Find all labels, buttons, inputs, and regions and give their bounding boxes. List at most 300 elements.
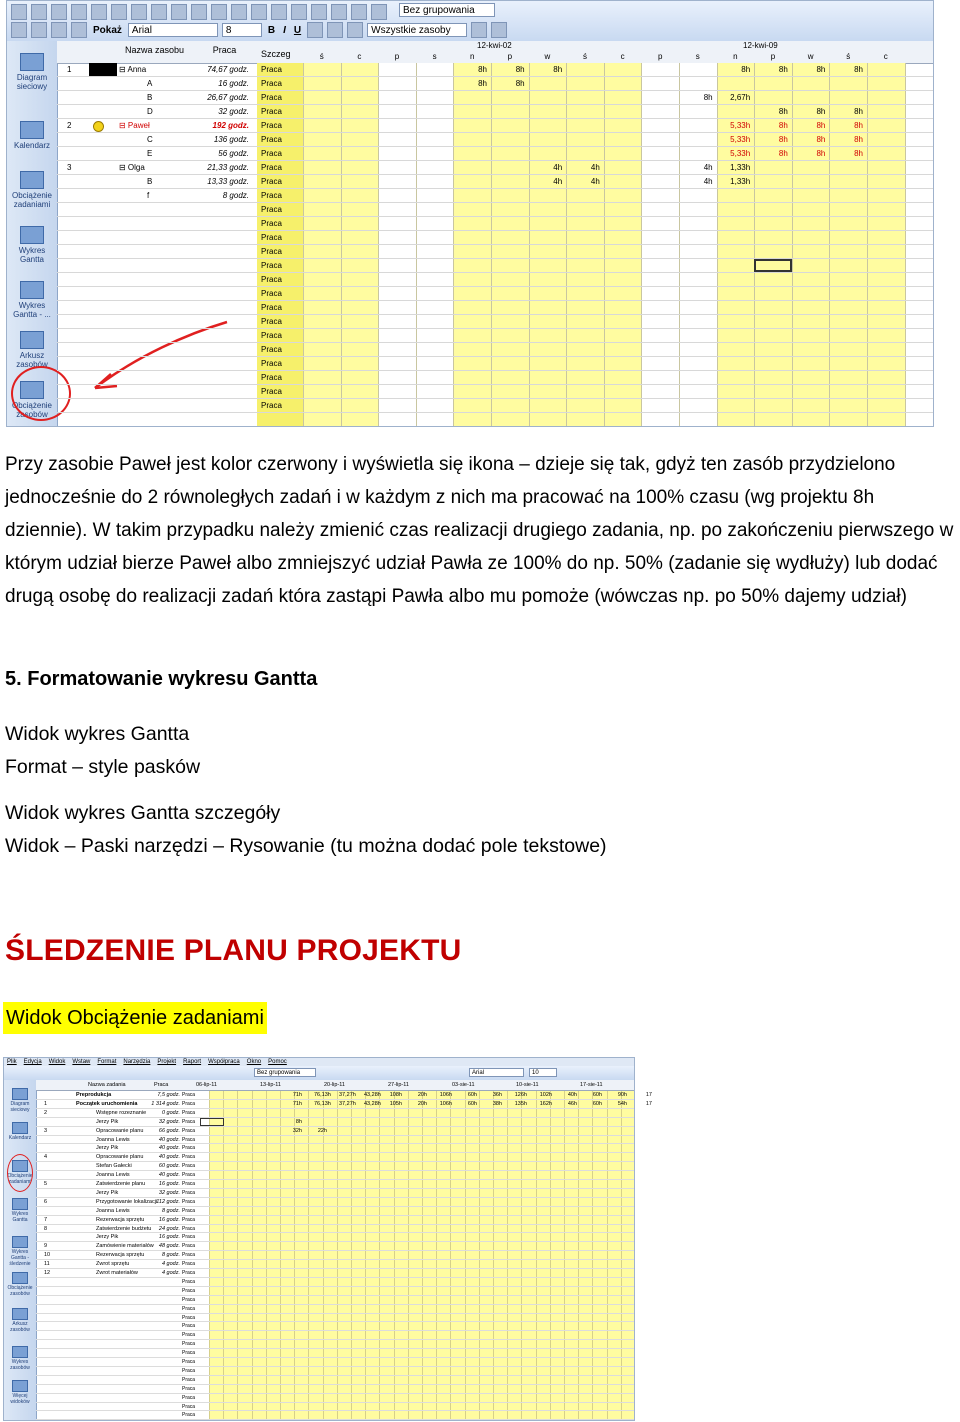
work-cell: 1,33h — [730, 163, 751, 172]
row-id: 12 — [44, 1270, 51, 1276]
detail-label: Praca — [261, 205, 282, 214]
work-cell: 5,33h — [730, 149, 751, 158]
work-cell: 4h — [590, 177, 600, 186]
detail-label: Praca — [182, 1305, 196, 1312]
day-label: n — [469, 52, 475, 61]
main-heading: ŚLEDZENIE PLANU PROJEKTU — [5, 934, 462, 967]
link-icon[interactable] — [251, 4, 267, 20]
task-row — [36, 1136, 634, 1145]
work-cell: 40h — [567, 1092, 577, 1098]
task-name: Joanna Lewis — [96, 1136, 130, 1143]
detail-label: Praca — [261, 317, 282, 326]
detail-label: Praca — [261, 79, 282, 88]
task-name: Rezerwacja sprzętu — [96, 1252, 145, 1259]
task-row — [36, 1233, 634, 1242]
work-cell: 8h — [703, 93, 713, 102]
task-name: Zwrot materiałów — [96, 1270, 138, 1276]
preview-icon[interactable] — [91, 4, 107, 20]
row-line — [36, 1366, 634, 1367]
row-line — [36, 1304, 634, 1305]
menu-item[interactable]: Projekt — [157, 1059, 177, 1065]
task-work: 60 godz. — [158, 1163, 180, 1170]
resource-name: f — [147, 191, 150, 200]
detail-label: Praca — [182, 1261, 196, 1268]
week-label: 12-kwi-09 — [743, 41, 778, 50]
grid-header — [57, 41, 933, 64]
detail-label: Praca — [182, 1234, 196, 1241]
view-bar-item[interactable] — [5, 1272, 35, 1297]
detail-label: Praca — [261, 345, 282, 354]
work-cell: 32h — [292, 1127, 302, 1134]
work-cell: 4h — [590, 163, 600, 172]
view-bar-item[interactable] — [5, 1198, 35, 1223]
view-bar-label: Wykres Gantta — [11, 1211, 29, 1223]
task-row — [36, 1198, 634, 1207]
task-name: Początek uruchomienia — [76, 1100, 138, 1107]
day-label: p — [657, 52, 663, 61]
work-cell: 8h — [854, 65, 863, 74]
filter-select[interactable]: Wszystkie zasoby — [367, 23, 467, 37]
row-line — [36, 1348, 634, 1349]
work-cell: 8h — [816, 65, 826, 74]
view-bar-item[interactable] — [5, 1380, 35, 1405]
detail-label: Praca — [182, 1225, 196, 1232]
row-id: 11 — [44, 1261, 50, 1268]
row-line — [36, 1321, 634, 1322]
day-label: p — [770, 52, 776, 61]
detail-label: Praca — [182, 1359, 196, 1365]
view-bar-label: Arkusz zasobów — [10, 1321, 30, 1333]
work-cell: 8h — [854, 121, 863, 130]
view-bar-item[interactable] — [5, 1236, 35, 1267]
work-cell: 8h — [295, 1118, 302, 1125]
view-icon — [20, 53, 44, 71]
work-cell: 108h — [389, 1092, 402, 1098]
gantt-wizard-icon[interactable] — [491, 22, 507, 38]
day-label: s — [695, 52, 700, 61]
task-row — [36, 1207, 634, 1216]
view-bar-item[interactable] — [9, 281, 55, 319]
resource-work: 192 godz. — [212, 121, 249, 130]
view-bar-label: Arkusz zasobów — [16, 351, 48, 369]
resource-usage-screenshot — [6, 0, 934, 427]
task-work: 40 godz. — [158, 1154, 180, 1161]
detail-label: Praca — [261, 401, 282, 410]
work-cell: 43,28h — [364, 1092, 381, 1098]
day-label: ś — [319, 52, 324, 61]
task-row — [36, 1180, 634, 1189]
detail-label: Praca — [261, 373, 282, 382]
detail-label: Praca — [182, 1350, 196, 1357]
menu-item[interactable]: Plik — [7, 1059, 17, 1065]
day-label: w — [544, 52, 551, 61]
font-size-select[interactable]: 10 — [529, 1068, 557, 1077]
detail-label: Praca — [182, 1181, 196, 1187]
task-name: Jerzy Pik — [96, 1234, 119, 1241]
detail-label: Praca — [261, 65, 282, 74]
font-name-select[interactable]: Arial — [469, 1068, 524, 1077]
cut-icon[interactable] — [131, 4, 147, 20]
work-cell: 20h — [417, 1100, 427, 1107]
resource-work: 8 godz. — [222, 191, 249, 200]
task-work: 40 godz. — [158, 1172, 180, 1179]
menu-item[interactable]: Narzędzia — [123, 1059, 151, 1065]
row-id: 7 — [44, 1216, 48, 1223]
task-row — [36, 1109, 634, 1118]
resource-work: 32 godz. — [218, 107, 249, 116]
task-work: 32 godz. — [158, 1118, 180, 1125]
plus-icon[interactable] — [51, 22, 67, 38]
resource-name: B — [147, 177, 153, 186]
assign-resources-icon[interactable] — [331, 4, 347, 20]
resource-work: 74,67 godz. — [207, 65, 249, 74]
detail-label: Praca — [182, 1270, 196, 1276]
work-cell: 1,33h — [730, 177, 751, 186]
work-cell: 37,27h — [339, 1092, 356, 1098]
view-icon — [12, 1122, 28, 1134]
task-row — [36, 1225, 634, 1234]
work-cell: 4h — [703, 163, 713, 172]
active-cell — [200, 1118, 224, 1126]
week-label: 03-sie-11 — [452, 1082, 475, 1088]
work-cell: 162h — [539, 1100, 552, 1107]
detail-label: Praca — [182, 1332, 196, 1339]
work-cell: 5,33h — [730, 135, 751, 144]
work-cell: 71h — [292, 1100, 302, 1107]
row-line — [57, 342, 933, 343]
menu-item[interactable]: Współpraca — [208, 1059, 240, 1065]
print-icon[interactable] — [71, 4, 87, 20]
task-row — [36, 1251, 634, 1260]
task-work: 4 godz. — [161, 1270, 180, 1276]
task-row — [36, 1162, 634, 1171]
task-name: Wstępne rozeznanie — [96, 1109, 147, 1116]
day-label: s — [432, 52, 437, 61]
task-row — [36, 1269, 634, 1278]
task-work: 1 314 godz. — [151, 1100, 180, 1107]
row-line — [57, 272, 933, 273]
work-cell: 54h — [617, 1100, 627, 1107]
detail-label: Praca — [182, 1163, 196, 1170]
row-line — [57, 314, 933, 315]
align-left-icon[interactable] — [307, 22, 323, 38]
undo-icon[interactable] — [211, 4, 227, 20]
unlink-icon[interactable] — [271, 4, 287, 20]
task-name: Joanna Lewis — [96, 1207, 130, 1214]
view-bar-label: Wykres Gantta — [18, 246, 46, 264]
menu-item[interactable]: Edycja — [23, 1059, 42, 1065]
work-cell: 60h — [467, 1092, 477, 1098]
copy-icon[interactable] — [151, 4, 167, 20]
view-bar-label: Obciążenie zasobów — [7, 1285, 33, 1297]
day-label: c — [883, 52, 888, 61]
toolbar — [7, 1, 933, 42]
view-bar-label: Wykres Gantta - śledzenie — [9, 1249, 31, 1267]
column-header-details: Szczeg — [261, 49, 291, 59]
task-work: 0 godz. — [161, 1109, 180, 1116]
toolbar — [4, 1066, 634, 1081]
view-bar-item[interactable] — [5, 1088, 35, 1113]
new-icon[interactable] — [11, 4, 27, 20]
group-by-select[interactable]: Bez grupowania — [399, 3, 495, 17]
day-label: w — [807, 52, 814, 61]
view-bar-item[interactable] — [5, 1122, 35, 1141]
resource-name: E — [147, 149, 153, 158]
font-size-select[interactable]: 8 — [222, 23, 262, 37]
split-icon[interactable] — [351, 4, 367, 20]
task-name: Zatwierdzenie planu — [96, 1181, 146, 1187]
task-row — [36, 1189, 634, 1198]
work-cell: 8h — [778, 135, 788, 144]
work-cell: 8h — [816, 135, 826, 144]
task-name: Jerzy Pik — [96, 1189, 119, 1196]
view-bar-item[interactable] — [9, 53, 55, 91]
row-line — [57, 398, 933, 399]
paste-icon[interactable] — [171, 4, 187, 20]
menu-bar — [4, 1058, 634, 1066]
work-cell: 90h — [617, 1092, 627, 1098]
view-bar-item[interactable] — [5, 1308, 35, 1333]
task-name: Opracowanie planu — [96, 1127, 144, 1134]
toolbar-row-formatting — [11, 21, 507, 39]
detail-label: Praca — [261, 331, 282, 340]
detail-label: Praca — [261, 93, 282, 102]
detail-label: Praca — [261, 261, 282, 270]
row-line — [57, 258, 933, 259]
resource-name: ⊟ Paweł — [119, 121, 150, 130]
work-cell: 76,13h — [314, 1092, 331, 1098]
detail-label: Praca — [261, 177, 282, 186]
column-header-name: Nazwa zadania — [88, 1082, 126, 1088]
section-heading: 5. Formatowanie wykresu Gantta — [5, 668, 318, 690]
view-icon — [20, 121, 44, 139]
publish-icon[interactable] — [371, 4, 387, 20]
row-line — [36, 1393, 634, 1394]
show-button[interactable]: Pokaż — [93, 24, 122, 36]
view-bar-item[interactable] — [5, 1346, 35, 1371]
row-line — [57, 174, 933, 175]
view-bar-item[interactable] — [9, 331, 55, 369]
work-cell: 4h — [703, 177, 713, 186]
detail-label: Praca — [182, 1127, 196, 1134]
work-cell: 8h — [515, 65, 525, 74]
task-info-icon[interactable] — [291, 4, 307, 20]
detail-label: Praca — [261, 135, 282, 144]
work-cell: 135h — [514, 1100, 527, 1107]
row-line — [57, 230, 933, 231]
resource-work: 21,33 godz. — [207, 163, 249, 172]
day-label: p — [394, 52, 400, 61]
toolbar-row-standard — [11, 3, 387, 21]
task-row — [36, 1127, 634, 1136]
column-header-name: Nazwa zasobu — [124, 45, 185, 55]
detail-label: Praca — [182, 1278, 196, 1285]
day-label: p — [507, 52, 513, 61]
column-header-work: Praca — [154, 1082, 169, 1088]
view-icon — [20, 331, 44, 349]
underline-button[interactable]: U — [293, 24, 302, 36]
detail-label: Praca — [182, 1403, 196, 1410]
group-by-select[interactable]: Bez grupowania — [254, 1068, 316, 1077]
resource-name: B — [147, 93, 153, 102]
detail-label: Praca — [261, 359, 282, 368]
menu-item[interactable]: Wstaw — [72, 1059, 91, 1065]
task-work: 48 godz. — [158, 1243, 180, 1250]
task-work: 32 godz. — [158, 1189, 180, 1196]
detail-label: Praca — [182, 1216, 196, 1223]
view-bar-label: Wykres Gantta - ... — [13, 301, 51, 319]
work-cell: 4h — [553, 163, 563, 172]
arrow-right-icon[interactable] — [31, 22, 47, 38]
work-cell: 8h — [816, 107, 826, 116]
week-label: 17-sie-11 — [580, 1082, 603, 1088]
work-cell: 106h — [439, 1100, 452, 1107]
italic-button[interactable]: I — [283, 24, 286, 36]
resource-usage-grid — [57, 41, 933, 426]
spelling-icon[interactable] — [111, 4, 127, 20]
view-bar-label: Wykres zasobów — [10, 1359, 30, 1371]
detail-label: Praca — [261, 191, 282, 200]
align-right-icon[interactable] — [347, 22, 363, 38]
task-name: Przygotowanie lokalizacji — [96, 1198, 158, 1205]
detail-label: Praca — [182, 1136, 196, 1143]
work-cell: 60h — [467, 1100, 477, 1107]
arrow-left-icon[interactable] — [11, 22, 27, 38]
detail-label: Praca — [182, 1385, 196, 1392]
view-icon — [20, 281, 44, 299]
view-icon — [12, 1380, 28, 1392]
detail-label: Praca — [182, 1314, 196, 1321]
resource-name: ⊟ Anna — [119, 65, 147, 74]
task-name: Zatwierdzenie budżetu — [96, 1225, 152, 1232]
detail-label: Praca — [182, 1145, 196, 1152]
menu-item[interactable]: Widok — [48, 1059, 66, 1065]
detail-label: Praca — [182, 1412, 196, 1419]
row-line — [36, 1295, 634, 1296]
menu-item[interactable]: Pomoc — [268, 1059, 287, 1065]
resource-work: 136 godz. — [213, 135, 249, 144]
bold-button[interactable]: B — [267, 24, 276, 36]
detail-label: Praca — [261, 387, 282, 396]
row-line — [57, 412, 933, 413]
task-work: 40 godz. — [158, 1136, 180, 1143]
detail-label: Praca — [182, 1154, 196, 1161]
work-cell: 8h — [816, 121, 826, 130]
view-bar-item[interactable] — [9, 171, 55, 209]
task-work: 8 godz. — [161, 1207, 180, 1214]
work-cell: 8h — [778, 121, 788, 130]
task-row — [36, 1118, 634, 1127]
detail-label: Praca — [182, 1367, 196, 1374]
resource-name: A — [147, 79, 153, 88]
menu-item[interactable]: Format — [97, 1059, 117, 1065]
day-label: ś — [846, 52, 851, 61]
detail-label: Praca — [261, 289, 282, 298]
detail-label: Praca — [182, 1118, 196, 1125]
view-bar-item[interactable] — [9, 121, 55, 150]
work-cell: 43,28h — [364, 1100, 381, 1107]
detail-label: Praca — [182, 1287, 196, 1294]
view-icon — [12, 1088, 28, 1100]
detail-label: Praca — [261, 121, 282, 130]
view-bar-label: Obciążenie zadaniami — [11, 191, 53, 209]
row-line — [57, 300, 933, 301]
work-cell: 8h — [854, 107, 863, 116]
notes-icon[interactable] — [311, 4, 327, 20]
detail-label: Praca — [182, 1172, 196, 1179]
text-line-2: Format – style pasków — [5, 756, 201, 778]
autofilter-icon[interactable] — [471, 22, 487, 38]
text-line-1: Widok wykres Gantta — [5, 723, 190, 745]
save-icon[interactable] — [51, 4, 67, 20]
work-cell: 60h — [592, 1092, 602, 1098]
resource-work: 13,33 godz. — [207, 177, 249, 186]
row-id: 1 — [44, 1100, 48, 1107]
task-usage-screenshot — [3, 1057, 652, 1421]
row-line — [57, 216, 933, 217]
minus-icon[interactable] — [71, 22, 87, 38]
work-cell: 2,67h — [730, 93, 751, 102]
format-painter-icon[interactable] — [191, 4, 207, 20]
row-id: 2 — [44, 1109, 48, 1116]
work-cell: 20h — [417, 1092, 427, 1098]
view-bar-item[interactable] — [9, 226, 55, 264]
view-icon — [12, 1198, 28, 1210]
work-cell: 8h — [515, 79, 525, 88]
day-label: c — [357, 52, 362, 61]
detail-label: Praca — [182, 1243, 196, 1250]
row-line — [36, 1330, 634, 1331]
column-header-work: Praca — [212, 45, 237, 55]
red-circle-annotation — [7, 1154, 33, 1192]
menu-item[interactable]: Okno — [246, 1059, 262, 1065]
row-id: 4 — [44, 1154, 48, 1161]
week-label: 10-sie-11 — [516, 1082, 539, 1088]
detail-label: Praca — [182, 1296, 196, 1303]
text-line-3: Widok wykres Gantta szczegóły — [5, 802, 281, 824]
task-row — [36, 1100, 652, 1109]
row-line — [57, 286, 933, 287]
day-label: ś — [582, 52, 587, 61]
task-name: Zwrot sprzętu — [96, 1261, 130, 1268]
work-cell: 8h — [816, 149, 826, 158]
task-name: Zamówienie materiałów — [96, 1243, 154, 1250]
row-line — [57, 188, 933, 189]
view-icon — [12, 1308, 28, 1320]
redo-icon[interactable] — [231, 4, 247, 20]
resource-work: 16 godz. — [218, 79, 249, 88]
work-cell: 8h — [778, 65, 788, 74]
align-center-icon[interactable] — [327, 22, 343, 38]
open-icon[interactable] — [31, 4, 47, 20]
view-icon — [20, 226, 44, 244]
view-bar-label: Diagram sieciowy — [16, 73, 48, 91]
work-cell: 17 — [645, 1092, 652, 1098]
work-cell: 38h — [492, 1100, 502, 1107]
task-work: 16 godz. — [158, 1234, 180, 1241]
menu-item[interactable]: Raport — [183, 1059, 202, 1065]
overallocation-warning-icon — [93, 121, 104, 132]
font-name-select[interactable]: Arial — [128, 23, 218, 37]
task-row — [36, 1091, 652, 1100]
row-id: 6 — [44, 1198, 48, 1205]
view-bar-label: Obciążenie zasobów — [11, 401, 53, 419]
detail-label: Praca — [261, 149, 282, 158]
view-icon — [12, 1272, 28, 1284]
work-cell: 8h — [854, 135, 863, 144]
row-id: 3 — [67, 163, 72, 172]
detail-label: Praca — [182, 1323, 196, 1330]
